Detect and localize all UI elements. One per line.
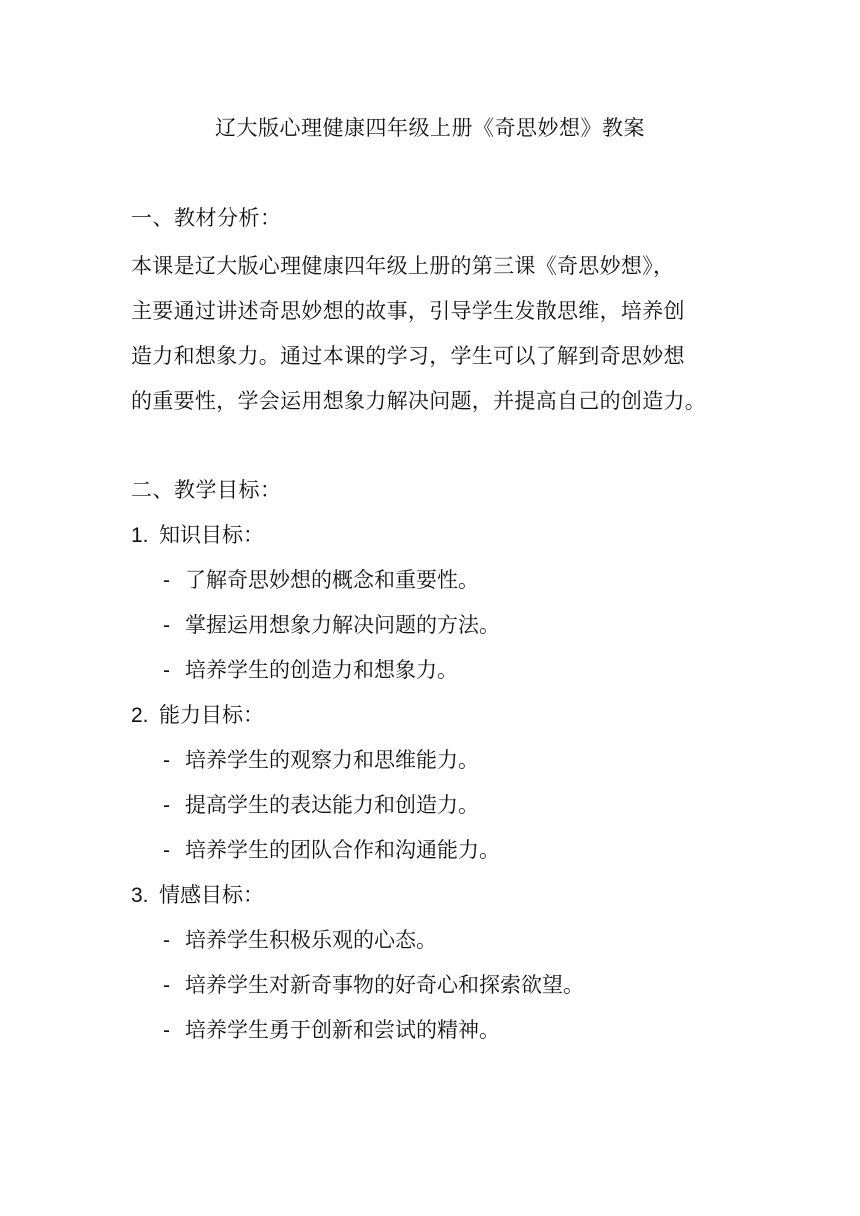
list-item xyxy=(163,835,500,866)
goal-item-emotion xyxy=(131,880,264,911)
bullet-text: 了解奇思妙想的概念和重要性。 xyxy=(185,568,479,592)
item-number: 2. xyxy=(131,704,149,727)
list-item xyxy=(163,790,479,821)
bullet-marker: - xyxy=(163,974,170,997)
bullet-marker: - xyxy=(163,1019,170,1042)
paragraph-line: 本课是辽大版心理健康四年级上册的第三课《奇思妙想》， xyxy=(131,254,675,278)
paragraph-line: 造力和想象力。通过本课的学习，学生可以了解到奇思妙想 xyxy=(131,344,685,368)
item-label: 情感目标： xyxy=(159,883,264,907)
bullet-text: 培养学生勇于创新和尝试的精神。 xyxy=(185,1018,500,1042)
bullet-marker: - xyxy=(163,794,170,817)
bullet-text: 掌握运用想象力解决问题的方法。 xyxy=(185,613,500,637)
bullet-text: 培养学生的团队合作和沟通能力。 xyxy=(185,838,500,862)
bullet-text: 提高学生的表达能力和创造力。 xyxy=(185,793,479,817)
bullet-text: 培养学生积极乐观的心态。 xyxy=(185,928,437,952)
bullet-marker: - xyxy=(163,749,170,772)
section-heading-teaching-goals: 二、教学目标： xyxy=(131,478,282,502)
goal-item-knowledge xyxy=(131,520,264,551)
item-label: 知识目标： xyxy=(159,523,264,547)
item-number: 3. xyxy=(131,884,149,907)
bullet-text: 培养学生的创造力和想象力。 xyxy=(185,658,458,682)
list-item xyxy=(163,925,437,956)
item-label: 能力目标： xyxy=(159,703,264,727)
section-heading-textbook-analysis: 一、教材分析： xyxy=(131,206,282,230)
item-number: 1. xyxy=(131,524,149,547)
goal-item-ability xyxy=(131,700,264,731)
list-item xyxy=(163,745,479,776)
list-item xyxy=(163,610,500,641)
list-item xyxy=(163,970,584,1001)
bullet-marker: - xyxy=(163,839,170,862)
bullet-marker: - xyxy=(163,569,170,592)
paragraph-line: 主要通过讲述奇思妙想的故事，引导学生发散思维，培养创 xyxy=(131,299,685,323)
bullet-marker: - xyxy=(163,929,170,952)
document-title: 辽大版心理健康四年级上册《奇思妙想》教案 xyxy=(215,116,645,140)
paragraph-line: 的重要性，学会运用想象力解决问题，并提高自己的创造力。 xyxy=(131,389,707,413)
bullet-marker: - xyxy=(163,614,170,637)
list-item xyxy=(163,655,458,686)
list-item xyxy=(163,565,479,596)
list-item xyxy=(163,1015,500,1046)
bullet-text: 培养学生的观察力和思维能力。 xyxy=(185,748,479,772)
bullet-marker: - xyxy=(163,659,170,682)
textbook-analysis-paragraph xyxy=(131,244,731,424)
bullet-text: 培养学生对新奇事物的好奇心和探索欲望。 xyxy=(185,973,584,997)
